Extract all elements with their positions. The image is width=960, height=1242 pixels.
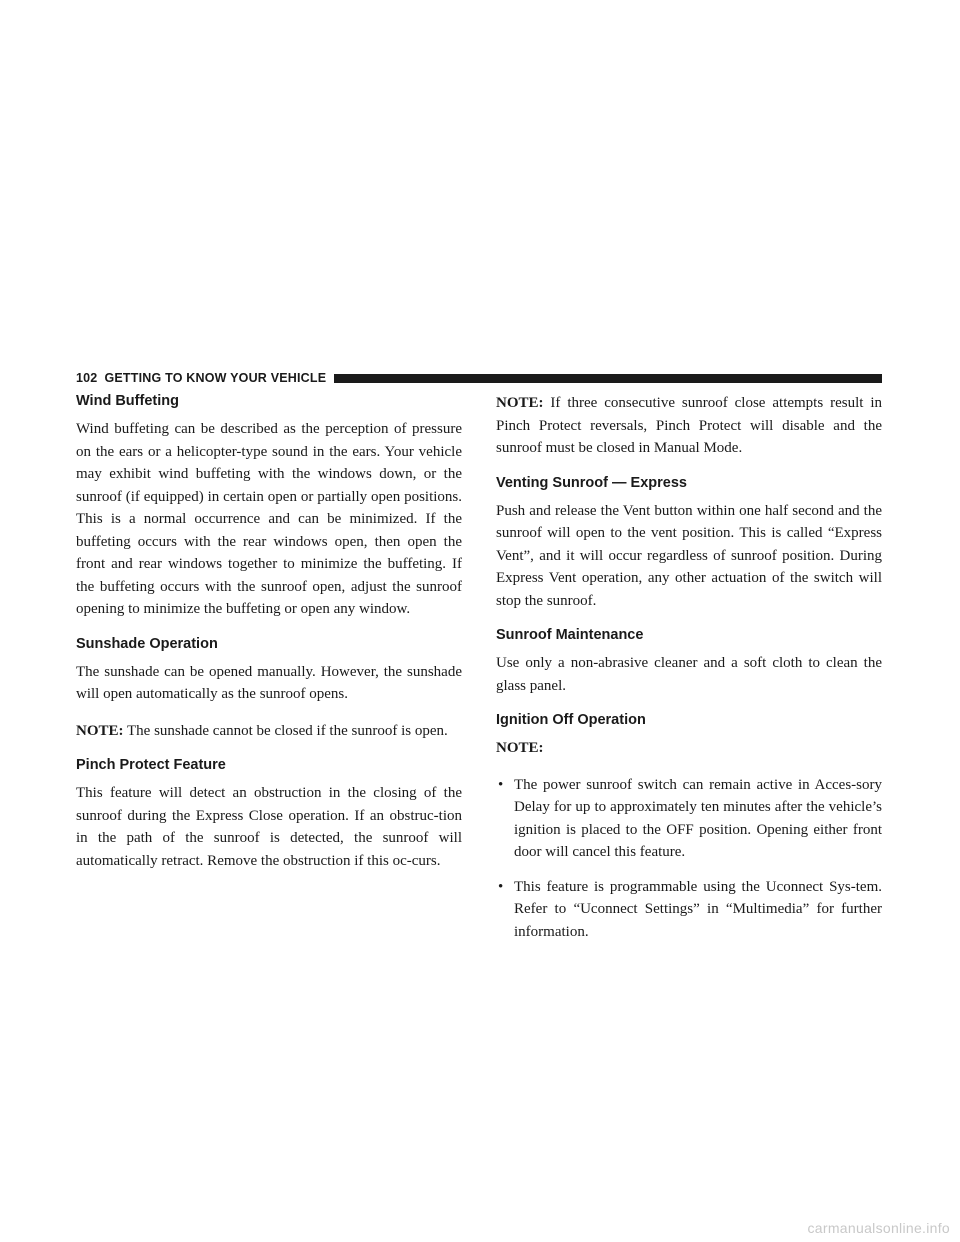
wind-buffeting-heading: Wind Buffeting — [76, 393, 179, 409]
pinch-protect-heading: Pinch Protect Feature — [76, 757, 226, 773]
note-label: NOTE: — [76, 722, 124, 739]
ignition-heading: Ignition Off Operation — [496, 712, 646, 728]
pinch-protect-note — [496, 392, 882, 460]
pinch-note-section — [496, 392, 882, 460]
maintenance-heading: Sunroof Maintenance — [496, 627, 644, 643]
ignition-bullet-list — [496, 774, 882, 944]
ignition-section — [496, 711, 882, 943]
note-label: NOTE: — [496, 395, 544, 411]
note-text: The sunshade cannot be closed if the sunroof is open. — [127, 722, 448, 739]
maintenance-section — [496, 626, 882, 697]
venting-body: Push and release the Vent button within one half second and the sunroof will open to the vent position. This is called “Express Vent”, and it will occur regardless of sunroof position. During Express Vent operation, any other actuation of the switch will stop the sunroof. — [496, 502, 882, 609]
venting-section — [496, 474, 882, 613]
bullet-icon: • — [498, 878, 504, 895]
section-title: GETTING TO KNOW YOUR VEHICLE — [104, 371, 327, 385]
page-number: 102 — [76, 371, 98, 385]
sunshade-section — [76, 635, 462, 743]
header-rule — [334, 374, 882, 383]
list-item-text: This feature is programmable using the Uconnect Sys-tem. Refer to “Uconnect Settings” in “Multimedia” for further information. — [514, 878, 882, 940]
sunshade-note — [76, 720, 462, 743]
pinch-protect-body: This feature will detect an obstruction in the closing of the sunroof during the Express Close operation. If an obstruc-tion in the path of the sunroof is detected, the sunroof will automatically retract. Remove the obstruction if this oc-curs. — [76, 785, 462, 869]
watermark: carmanualsonline.info — [807, 1220, 950, 1236]
wind-buffeting-section — [76, 392, 462, 621]
sunshade-body: The sunshade can be opened manually. However, the sunshade will open automatically as the sunroof opens. — [76, 663, 462, 702]
wind-buffeting-body: Wind buffeting can be described as the perception of pressure on the ears or a helicopter-type sound in the ears. Your vehicle may exhibit wind buffeting with the windows down, or the sunroof (if equipped) in certain open or partially open positions. This is a normal occurrence and can be minimized. If the buffeting occurs with the rear windows open, then open the front and rear windows together to minimize the buffeting. If the buffeting occurs with the sunroof open, adjust the sunroof opening to minimize the buffeting or open any window. — [76, 421, 462, 617]
maintenance-body: Use only a non-abrasive cleaner and a soft cloth to clean the glass panel. — [496, 655, 882, 694]
page-header — [76, 370, 882, 386]
right-column — [496, 392, 882, 955]
note-label: NOTE: — [496, 740, 544, 756]
ignition-note-label — [496, 737, 882, 760]
sunshade-heading: Sunshade Operation — [76, 635, 218, 652]
bullet-icon: • — [498, 776, 504, 793]
pinch-protect-section — [76, 756, 462, 872]
note-text: If three consecutive sunroof close attempts result in Pinch Protect reversals, Pinch Protect will disable and the sunroof must be closed in Manual Mode. — [496, 395, 882, 456]
venting-heading: Venting Sunroof — Express — [496, 474, 687, 491]
list-item — [496, 876, 882, 944]
list-item-text: The power sunroof switch can remain active in Acces-sory Delay for up to approximately ten minutes after the vehicle’s ignition is placed to the OFF position. Opening either front door will cancel this feature. — [514, 776, 882, 860]
list-item — [496, 774, 882, 864]
left-column — [76, 392, 462, 886]
